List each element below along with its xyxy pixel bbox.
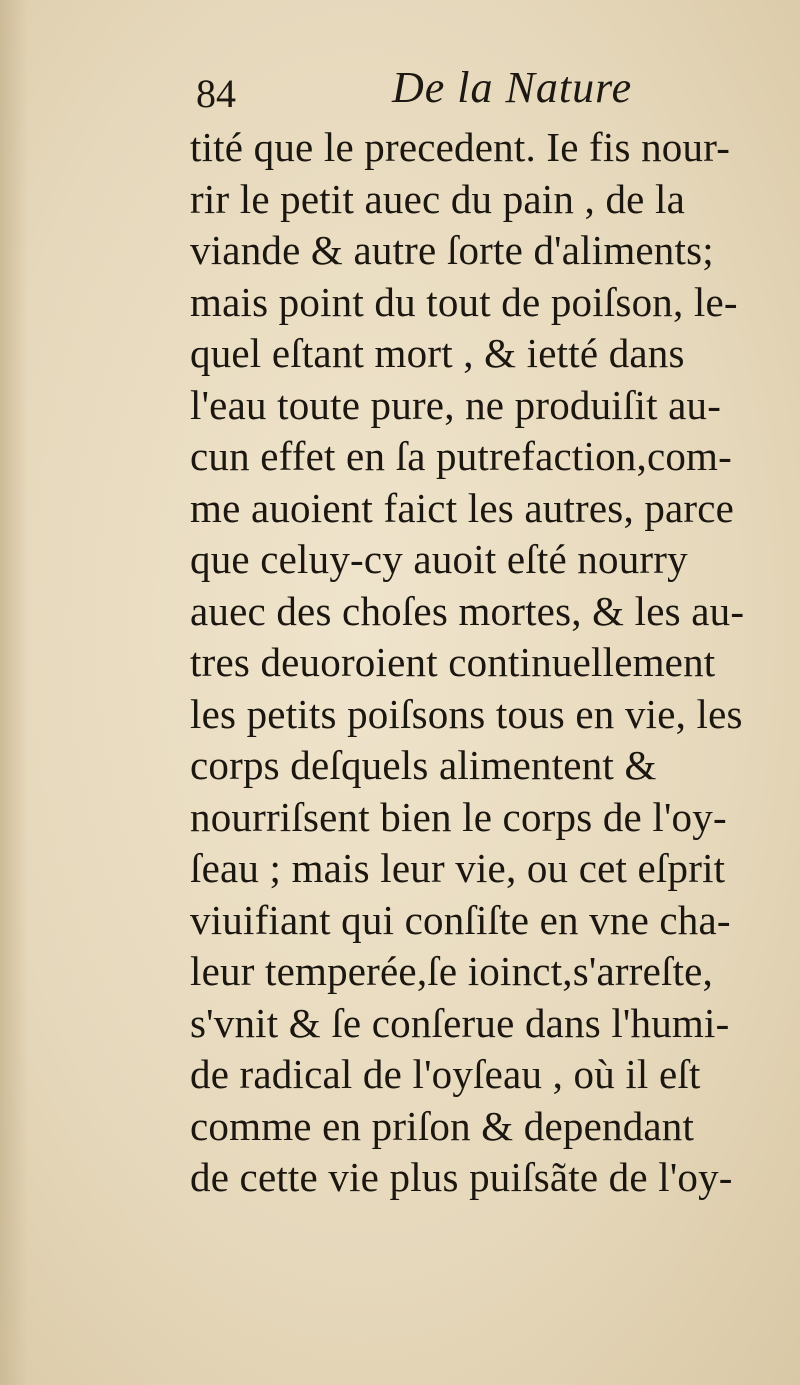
text-line: rir le petit auec du pain , de la <box>190 175 685 222</box>
text-line: mais point du tout de poiſson, le- <box>190 278 738 325</box>
page-header <box>196 62 636 122</box>
text-line: de cette vie plus puiſsãte de l'oy- <box>190 1154 733 1200</box>
text-line: leur temperée,ſe ioinct,s'arreſte, <box>190 948 714 994</box>
text-line: cun effet en ſa putrefaction,com- <box>190 433 733 479</box>
text-line: tres deuoroient continuellement <box>190 639 716 685</box>
running-title: De la Nature <box>392 63 633 112</box>
page-gutter-shadow <box>0 0 28 1385</box>
text-line: viande & autre ſorte d'aliments; <box>190 227 714 273</box>
text-line: nourriſsent bien le corps de l'oy- <box>190 793 727 840</box>
page-number: 84 <box>196 71 236 116</box>
text-line: comme en priſon & dependant <box>190 1102 695 1149</box>
text-line: me auoient faict les autres, parce <box>190 484 735 531</box>
text-line: les petits poiſsons tous en vie, les <box>190 690 743 737</box>
text-line: auec des choſes mortes, & les au- <box>190 587 745 634</box>
body-text <box>190 122 790 1204</box>
text-line: que celuy-cy auoit eſté nourry <box>190 536 688 582</box>
text-line: de radical de l'oyſeau , où il eſt <box>190 1051 701 1097</box>
text-line: ſeau ; mais leur vie, ou cet eſprit <box>190 845 726 891</box>
text-line: tité que le precedent. Ie fis nour- <box>190 124 731 170</box>
text-line: viuifiant qui conſiſte en vne cha- <box>190 896 731 943</box>
text-line: corps deſquels alimentent & <box>190 742 657 788</box>
text-line: quel eſtant mort , & ietté dans <box>190 330 685 376</box>
text-line: l'eau toute pure, ne produiſit au- <box>190 381 722 428</box>
text-line: s'vnit & ſe conſerue dans l'humi- <box>190 999 730 1046</box>
